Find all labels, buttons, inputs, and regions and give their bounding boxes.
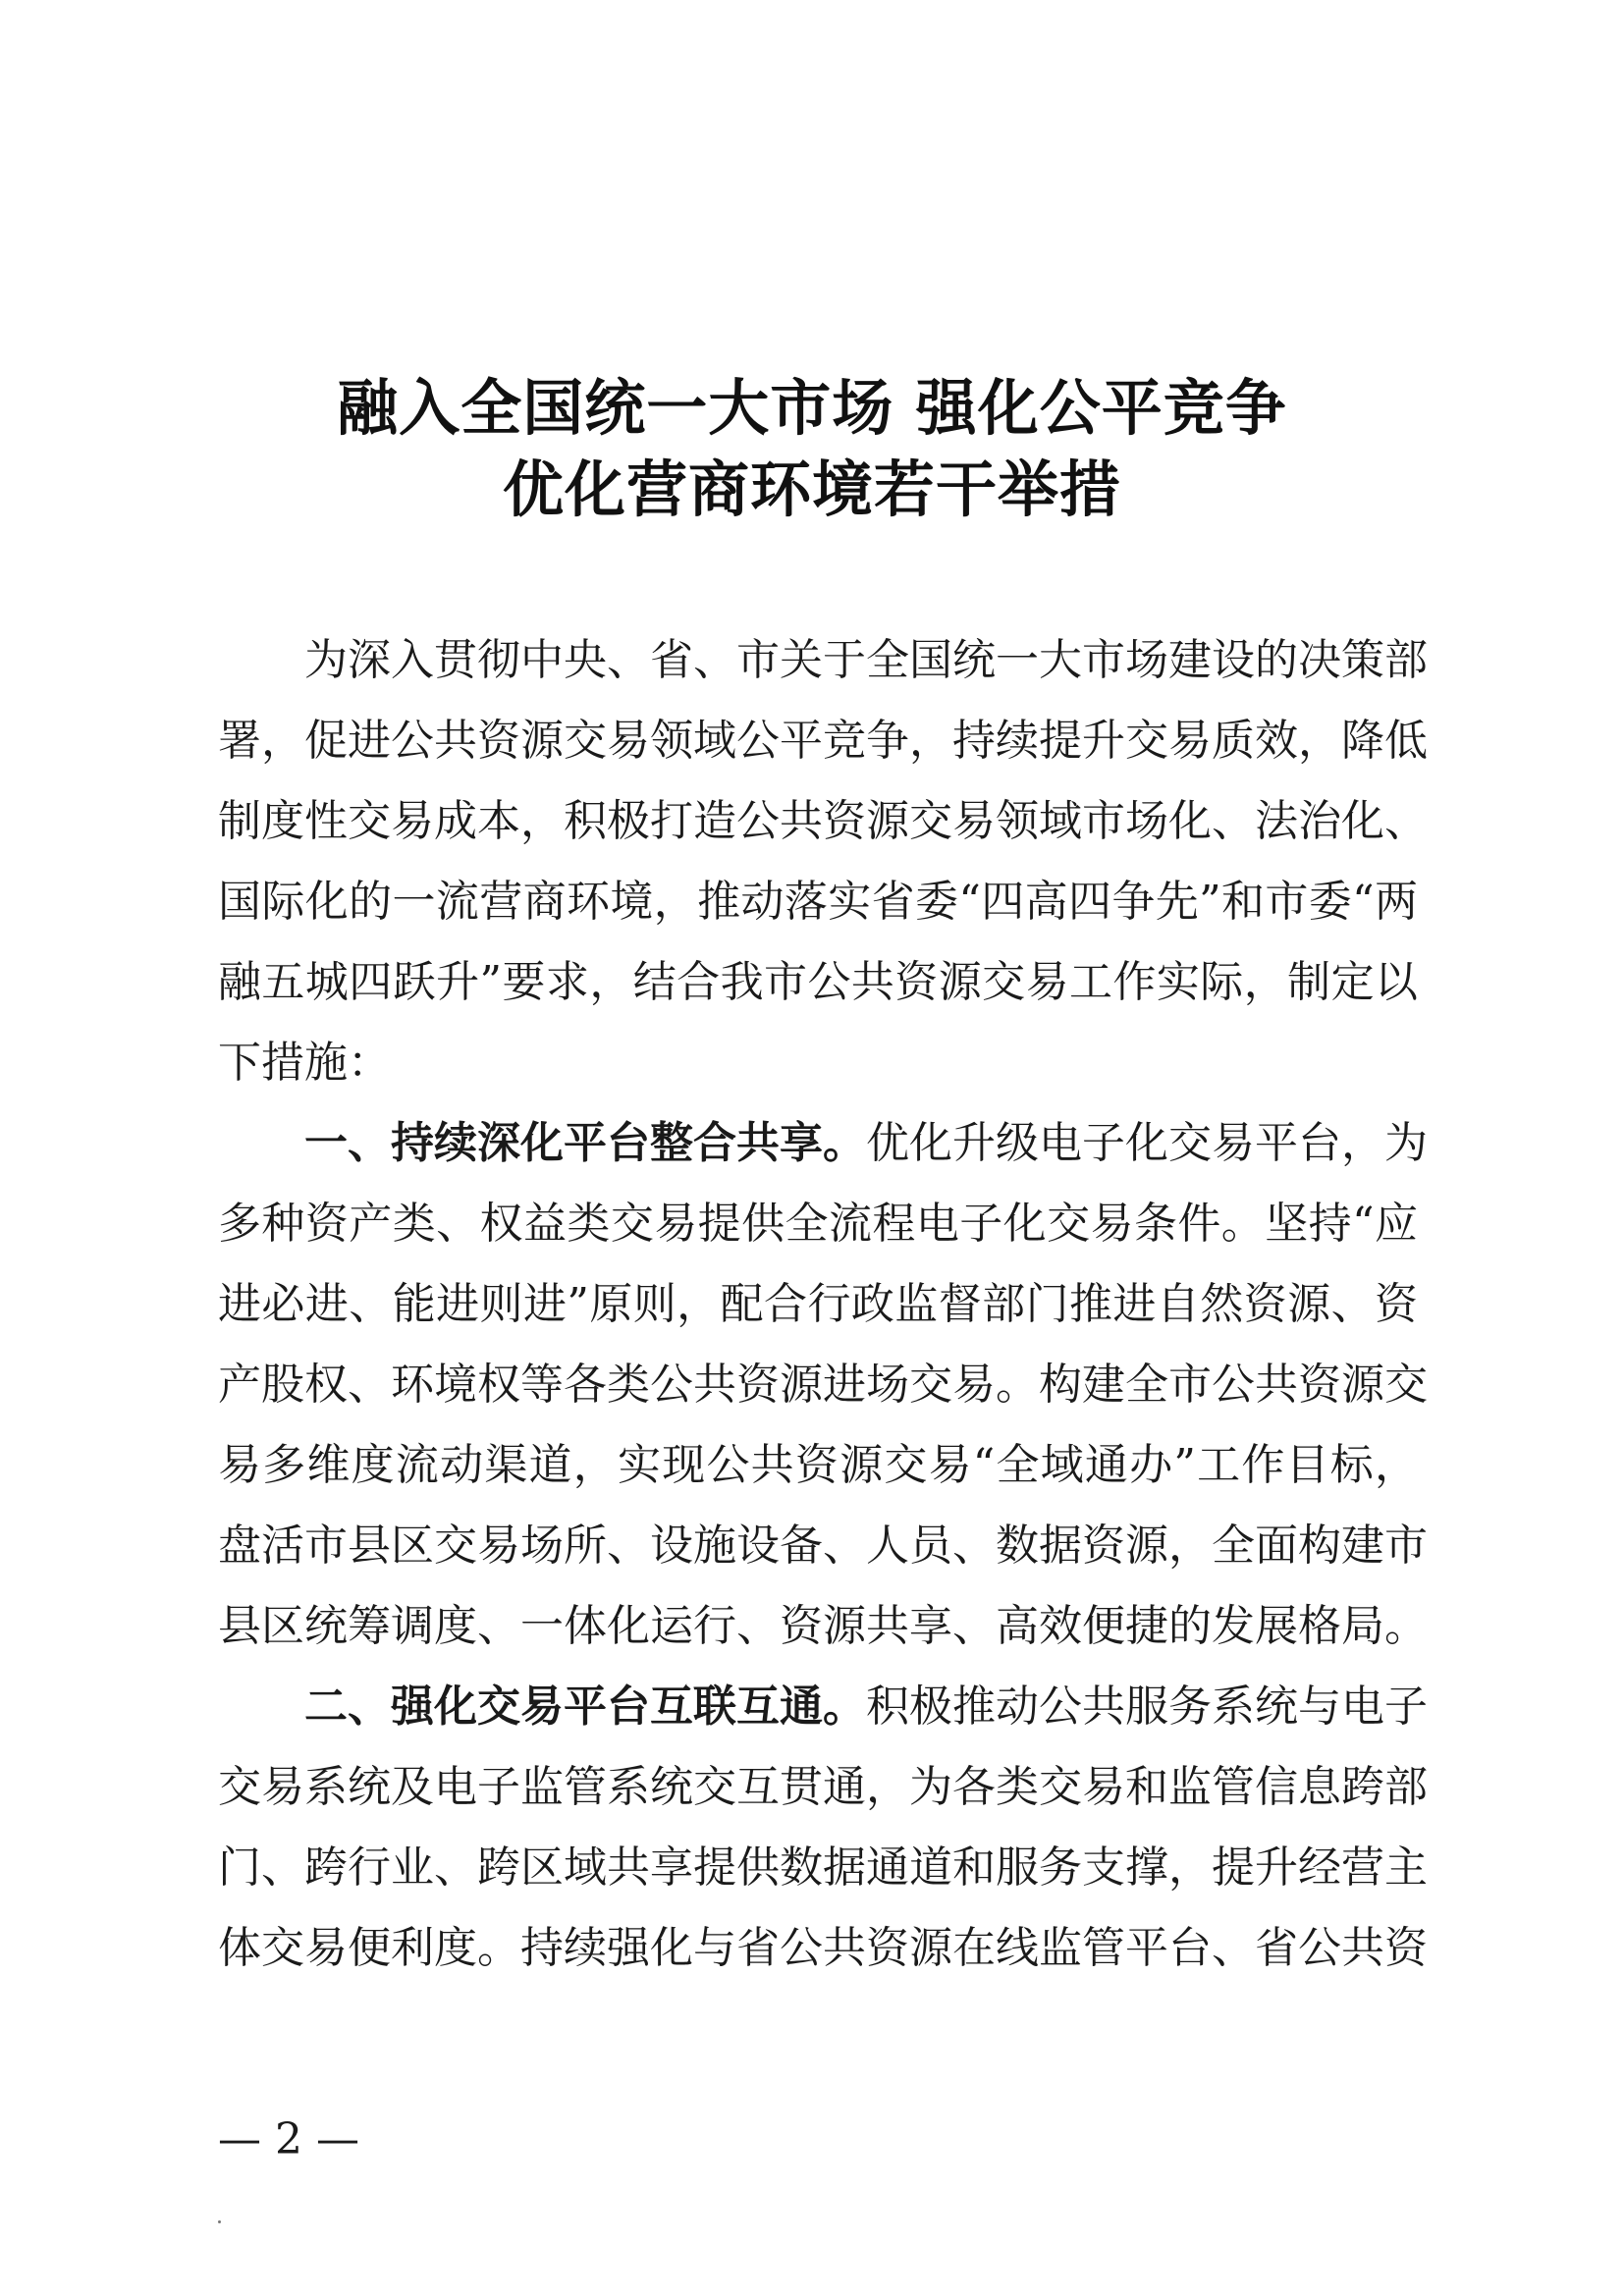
- section-1-line: 盘活市县区交易场所、设施设备、人员、数据资源，全面构建市: [218, 1521, 1428, 1571]
- section-1-line: 产股权、环境权等各类公共资源进场交易。构建全市公共资源交: [218, 1360, 1428, 1410]
- section-1-first-line-text: 优化升级电子化交易平台，为: [866, 1118, 1428, 1168]
- document-title-line-1: 融入全国统一大市场 强化公平竞争: [337, 372, 1287, 444]
- section-1-line: 进必进、能进则进”原则，配合行政监督部门推进自然资源、资: [218, 1279, 1418, 1329]
- intro-line: 融五城四跃升”要求，结合我市公共资源交易工作实际，制定以: [218, 957, 1418, 1007]
- page-number: — 2 —: [218, 2114, 359, 2164]
- section-1-line: 多种资产类、权益类交易提供全流程电子化交易条件。坚持“应: [218, 1199, 1418, 1249]
- section-1-first-line: [218, 1103, 1428, 1184]
- section-1-heading: 一、持续深化平台整合共享。: [304, 1118, 866, 1168]
- section-2-first-line-text: 积极推动公共服务系统与电子: [866, 1682, 1428, 1732]
- intro-line: 国际化的一流营商环境，推动落实省委“四高四争先”和市委“两: [218, 877, 1418, 927]
- document-body: [218, 620, 1428, 1989]
- intro-line: 署，促进公共资源交易领域公平竞争，持续提升交易质效，降低: [218, 716, 1428, 766]
- section-1-line: 县区统筹调度、一体化运行、资源共享、高效便捷的发展格局。: [218, 1601, 1428, 1651]
- section-2-line: 门、跨行业、跨区域共享提供数据通道和服务支撑，提升经营主: [218, 1842, 1428, 1893]
- section-2-line: 交易系统及电子监管系统交互贯通，为各类交易和监管信息跨部: [218, 1762, 1428, 1812]
- section-1-line: 易多维度流动渠道，实现公共资源交易“全域通办”工作目标，: [218, 1440, 1418, 1490]
- intro-line: 下措施：: [218, 1038, 391, 1088]
- section-2-heading: 二、强化交易平台互联互通。: [304, 1682, 866, 1732]
- scan-artifact-dot: [218, 2220, 221, 2223]
- document-title-line-2: 优化营商环境若干举措: [502, 454, 1121, 525]
- intro-line: 制度性交易成本，积极打造公共资源交易领域市场化、法治化、: [218, 796, 1428, 846]
- intro-line: 为深入贯彻中央、省、市关于全国统一大市场建设的决策部: [304, 635, 1428, 685]
- section-2-first-line: [218, 1667, 1428, 1747]
- section-2-line: 体交易便利度。持续强化与省公共资源在线监管平台、省公共资: [218, 1923, 1428, 1973]
